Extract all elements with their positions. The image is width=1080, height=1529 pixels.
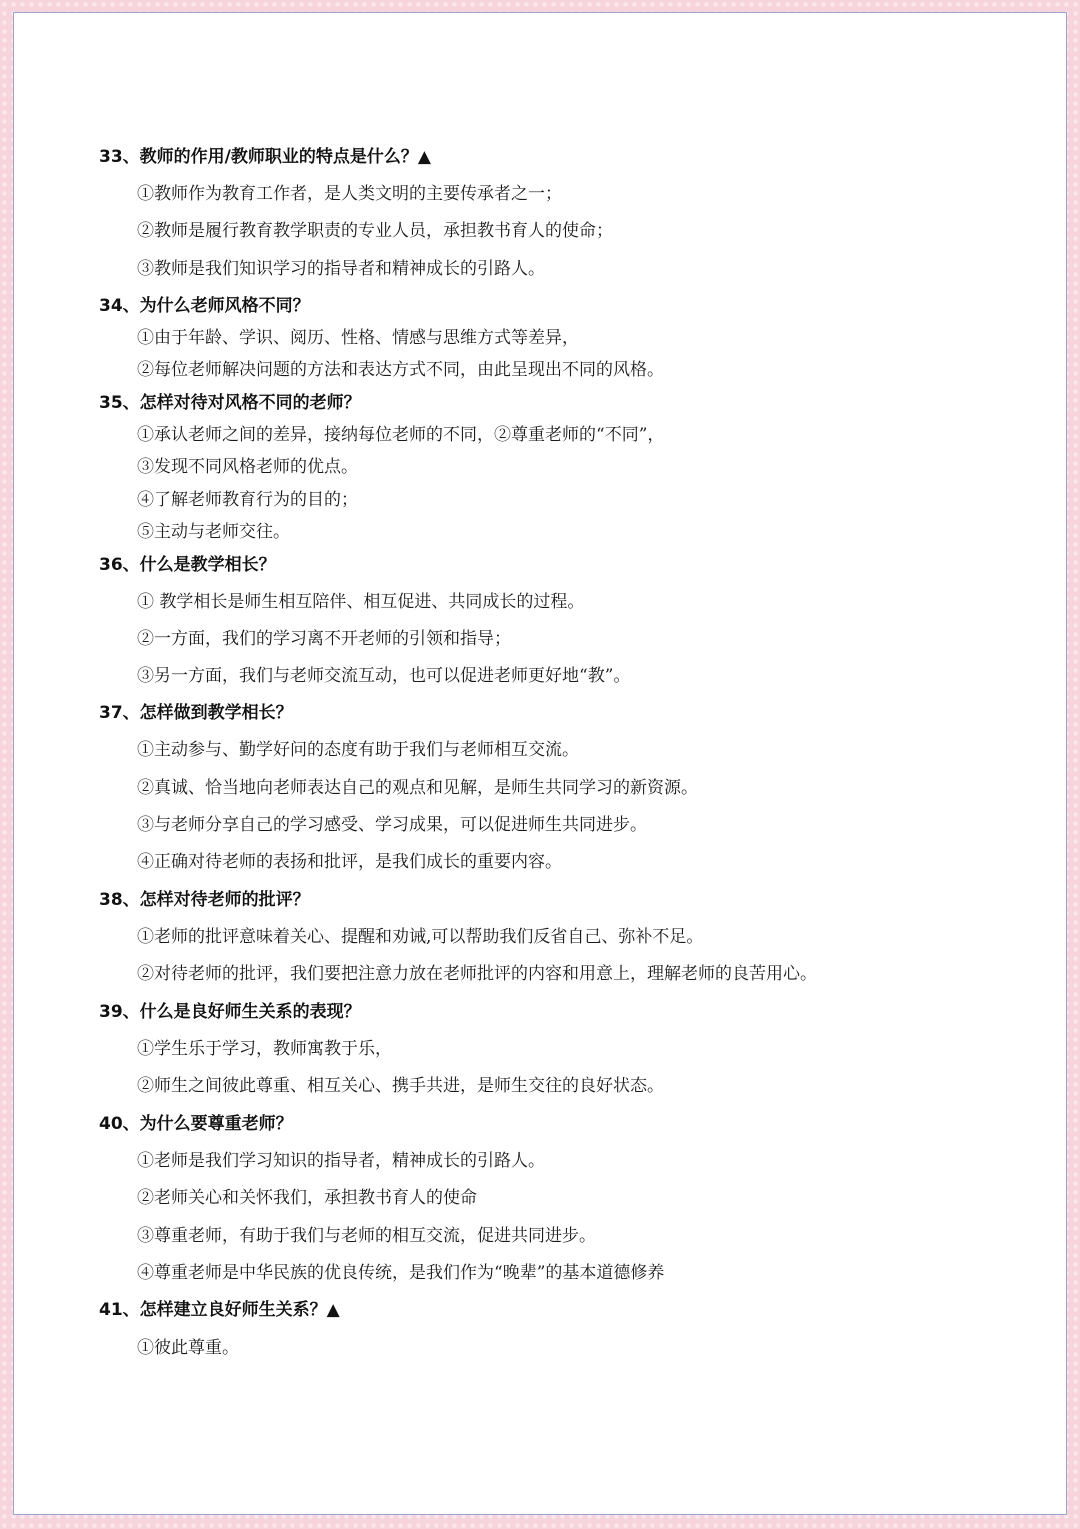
question-41: 41、怎样建立良好师生关系？▲ (99, 1300, 340, 1320)
answer-37-1: ①主动参与、勤学好问的态度有助于我们与老师相互交流。 (137, 740, 579, 760)
answer-37-3: ③与老师分享自己的学习感受、学习成果，可以促进师生共同进步。 (137, 815, 647, 835)
answer-38-2: ②对待老师的批评，我们要把注意力放在老师批评的内容和用意上，理解老师的良苦用心。 (137, 964, 817, 984)
answer-40-3: ③尊重老师，有助于我们与老师的相互交流，促进共同进步。 (137, 1226, 596, 1246)
question-33: 33、教师的作用/教师职业的特点是什么？▲ (99, 147, 431, 167)
answer-39-1: ①学生乐于学习，教师寓教于乐， (137, 1039, 392, 1059)
answer-35-4: ⑤主动与老师交往。 (137, 522, 290, 542)
answer-39-2: ②师生之间彼此尊重、相互关心、携手共进，是师生交往的良好状态。 (137, 1076, 664, 1096)
answer-35-3: ④了解老师教育行为的目的； (137, 490, 358, 510)
answer-36-1: ① 教学相长是师生相互陪伴、相互促进、共同成长的过程。 (137, 592, 585, 612)
answer-37-2: ②真诚、恰当地向老师表达自己的观点和见解，是师生共同学习的新资源。 (137, 778, 698, 798)
question-36: 36、什么是教学相长？ (99, 555, 276, 575)
answer-41-1: ①彼此尊重。 (137, 1338, 239, 1358)
answer-35-2: ③发现不同风格老师的优点。 (137, 457, 358, 477)
answer-34-2: ②每位老师解决问题的方法和表达方式不同，由此呈现出不同的风格。 (137, 360, 664, 380)
answer-40-4: ④尊重老师是中华民族的优良传统，是我们作为“晚辈”的基本道德修养 (137, 1263, 665, 1283)
question-35: 35、怎样对待对风格不同的老师？ (99, 393, 361, 413)
answer-34-1: ①由于年龄、学识、阅历、性格、情感与思维方式等差异， (137, 328, 579, 348)
document-page (13, 12, 1067, 1515)
answer-40-2: ②老师关心和关怀我们，承担教书育人的使命 (137, 1188, 477, 1208)
question-38: 38、怎样对待老师的批评？ (99, 890, 310, 910)
answer-35-1: ①承认老师之间的差异，接纳每位老师的不同，②尊重老师的“不同”， (137, 425, 665, 445)
answer-37-4: ④正确对待老师的表扬和批评，是我们成长的重要内容。 (137, 852, 562, 872)
answer-40-1: ①老师是我们学习知识的指导者，精神成长的引路人。 (137, 1151, 545, 1171)
question-40: 40、为什么要尊重老师？ (99, 1114, 293, 1134)
answer-36-3: ③另一方面，我们与老师交流互动，也可以促进老师更好地“教”。 (137, 666, 631, 686)
answer-33-1: ①教师作为教育工作者，是人类文明的主要传承者之一； (137, 184, 562, 204)
answer-38-1: ①老师的批评意味着关心、提醒和劝诫,可以帮助我们反省自己、弥补不足。 (137, 927, 704, 947)
answer-33-2: ②教师是履行教育教学职责的专业人员，承担教书育人的使命； (137, 221, 613, 241)
answer-33-3: ③教师是我们知识学习的指导者和精神成长的引路人。 (137, 259, 545, 279)
answer-36-2: ②一方面，我们的学习离不开老师的引领和指导； (137, 629, 511, 649)
question-39: 39、什么是良好师生关系的表现？ (99, 1002, 361, 1022)
question-37: 37、怎样做到教学相长？ (99, 703, 293, 723)
question-34: 34、为什么老师风格不同？ (99, 296, 310, 316)
document-content (14, 13, 1066, 1514)
